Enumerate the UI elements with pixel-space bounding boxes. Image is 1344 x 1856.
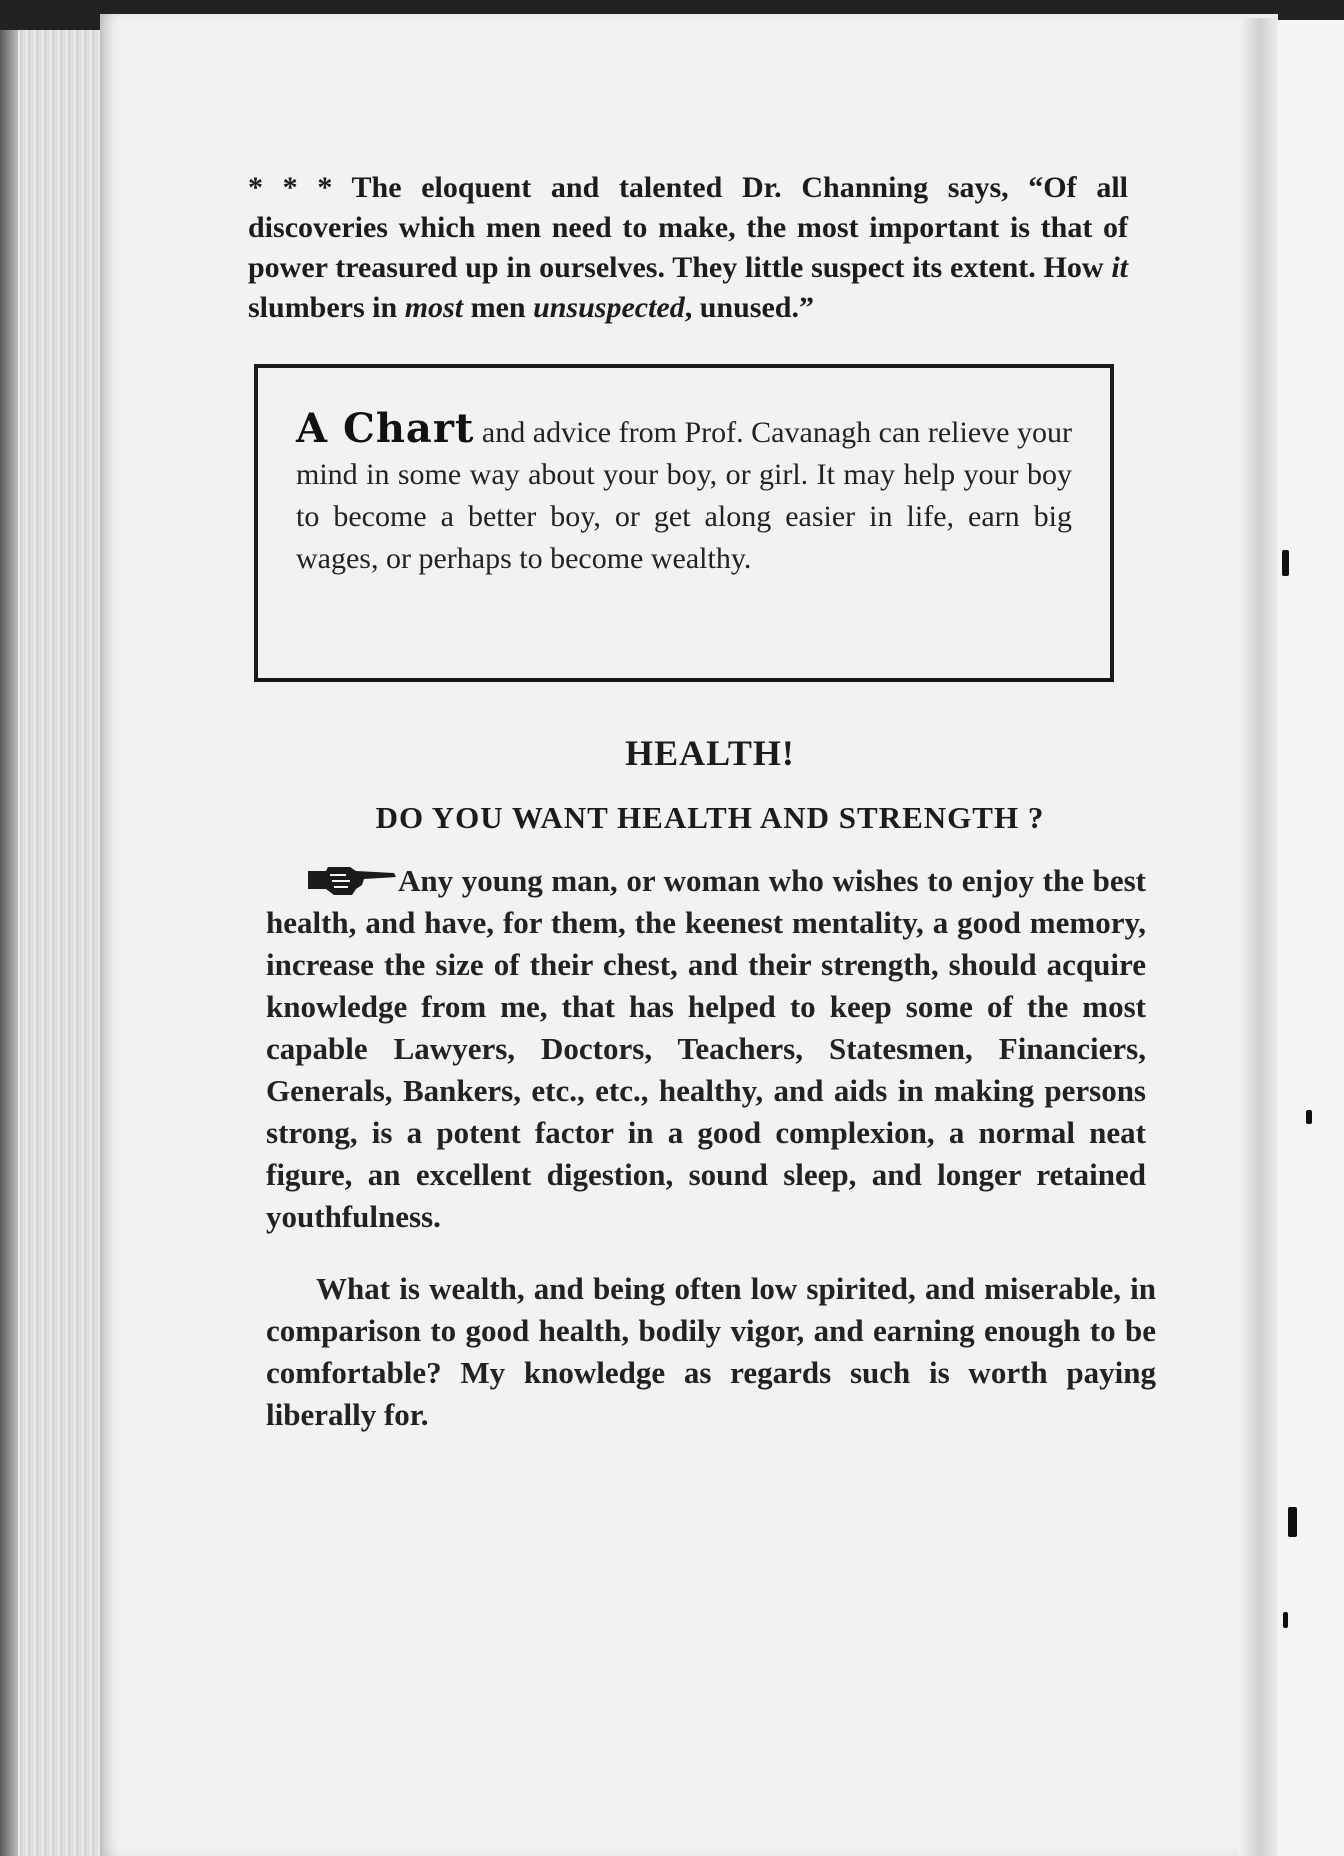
health-paragraph: [266, 860, 1146, 1238]
health-subheading: DO YOU WANT HEALTH AND STRENGTH ?: [375, 800, 1045, 835]
quote-text: * * * The eloquent and talented Dr. Channing says, “Of all discoveries which men need to make, the most important is that of power treasured up in ourselves. They little suspect its extent. How: [248, 171, 1128, 284]
channing-quote: [248, 168, 1128, 328]
ink-mark: [1282, 550, 1289, 576]
quote-italic-it: it: [1111, 251, 1128, 284]
chart-text: and advice from Prof. Cavanagh can relieve your mind in some way about your boy, or girl. It may help your boy to become a better boy, or get along easier in life, earn big wages, or perhaps to become wealthy.: [296, 416, 1072, 575]
quote-text: , unused.”: [684, 291, 814, 324]
pointing-hand-icon: [306, 863, 398, 899]
quote-text: men: [463, 291, 534, 324]
ink-mark: [1306, 1110, 1312, 1124]
chart-title: A Chart: [296, 405, 475, 452]
quote-italic-most: most: [404, 291, 464, 324]
wealth-text: What is wealth, and being often low spirited, and miserable, in comparison to good health, bodily vigor, and earning enough to be comfortable? My knowledge as regards such is worth paying liberally for.: [266, 1271, 1156, 1432]
page-content: [240, 168, 1160, 1436]
health-text: Any young man, or woman who wishes to enjoy the best health, and have, for them, the keenest mentality, a good memory, increase the size of their chest, and their strength, should acquire knowledge from me, that has helped to keep some of the most capable Lawyers, Doctors, Teachers, Statesmen, Financiers, Generals, Bankers, etc., etc., healthy, and aids in making persons strong, is a potent factor in a good complexion, a normal neat figure, an excellent digestion, sound sleep, and longer retained youthfulness.: [266, 863, 1146, 1234]
page-gutter: [1238, 18, 1278, 1856]
quote-text: slumbers in: [248, 291, 405, 324]
facing-page: [1278, 20, 1344, 1856]
ink-mark: [1283, 1612, 1288, 1628]
chart-advert-box: [254, 364, 1114, 682]
quote-italic-unsuspected: unsuspected: [533, 291, 685, 324]
health-heading: HEALTH!: [625, 733, 795, 773]
book-spine-shadow: [0, 30, 18, 1856]
ink-mark: [1288, 1507, 1297, 1537]
wealth-paragraph: [266, 1268, 1156, 1436]
